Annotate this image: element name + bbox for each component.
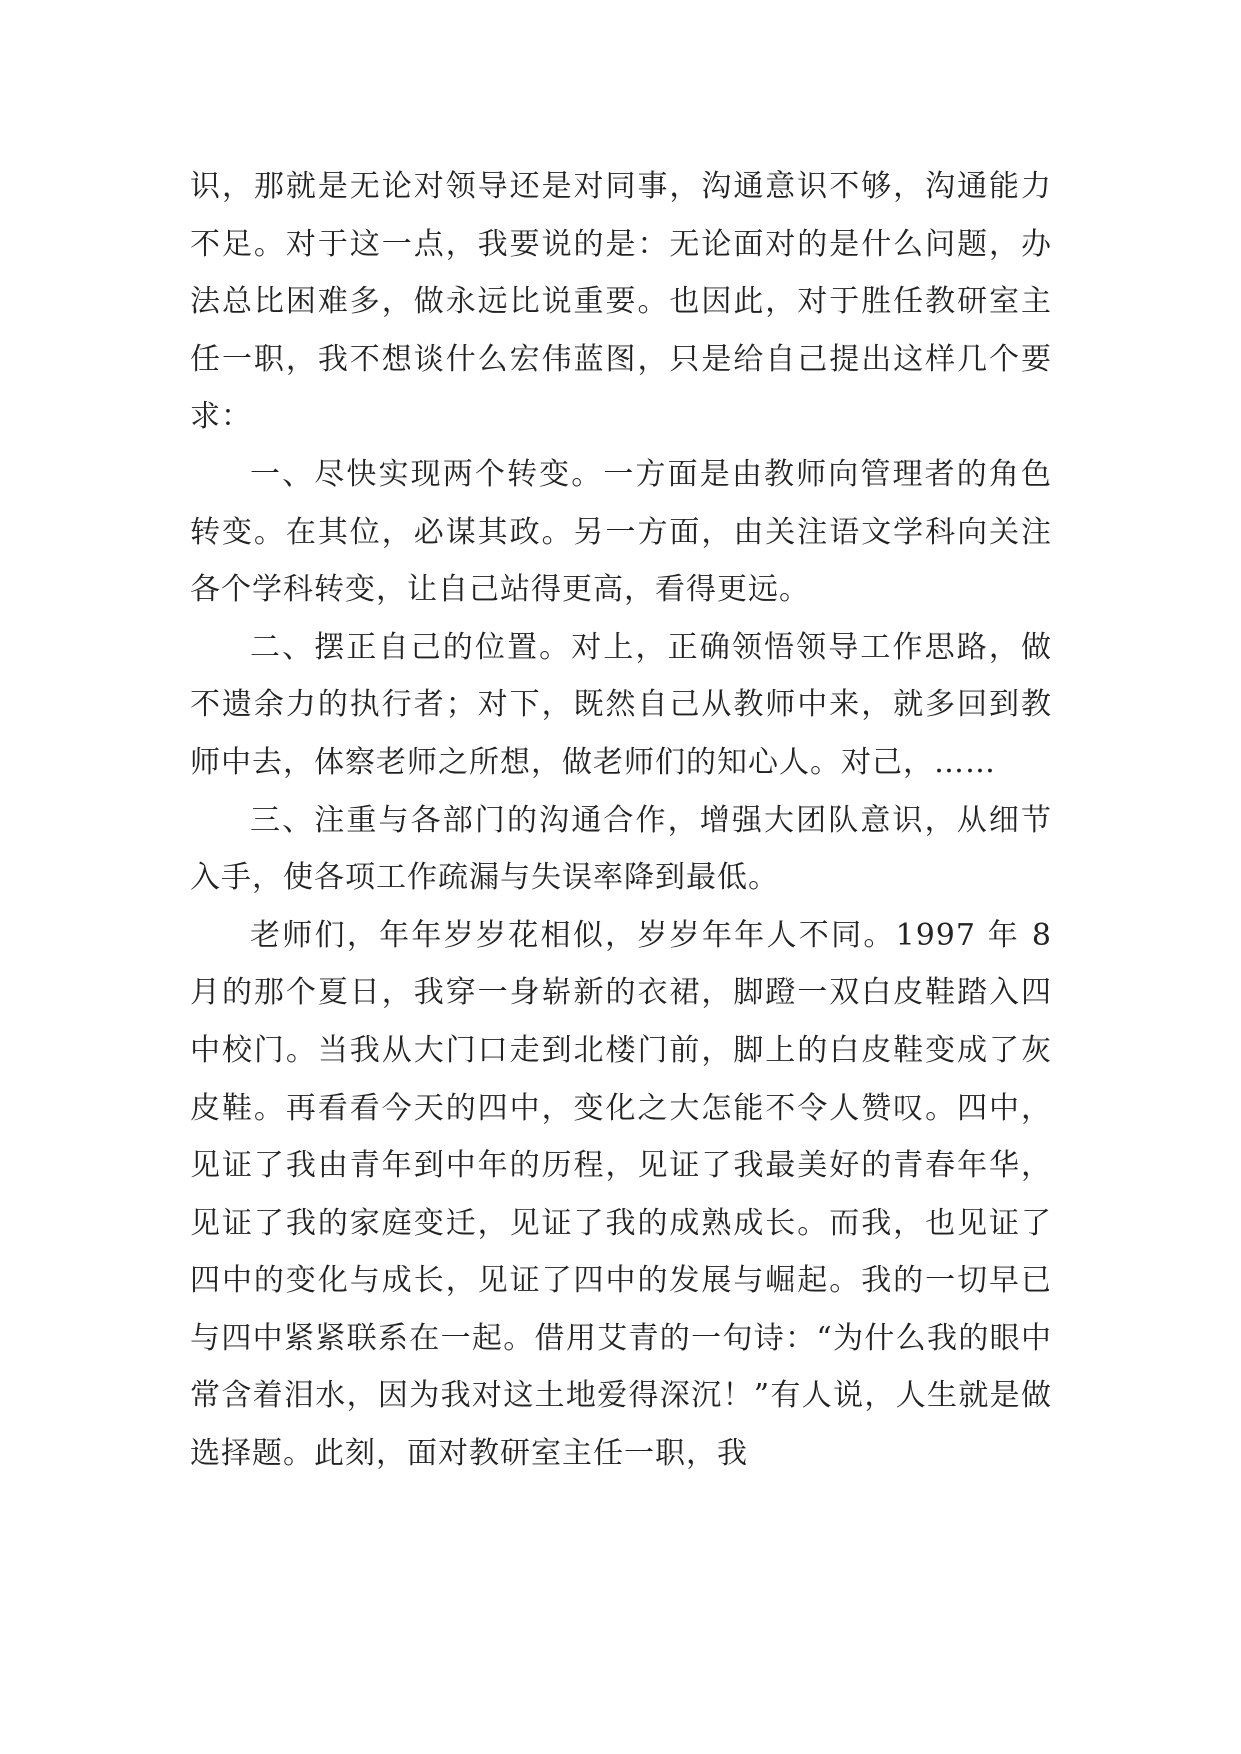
document-body [190,158,1052,1483]
paragraph-continuation: 识，那就是无论对领导还是对同事，沟通意识不够，沟通能力不足。对于这一点，我要说的是：无论面对的是什么问题，办法总比困难多，做永远比说重要。也因此，对于胜任教研室主任一职，我不想谈什么宏伟蓝图，只是给自己提出这样几个要求： [190,169,1052,435]
paragraph-reflection: 老师们，年年岁岁花相似，岁岁年年人不同。1997 年 8 月的那个夏日，我穿一身崭新的衣裙，脚蹬一双白皮鞋踏入四中校门。当我从大门口走到北楼门前，脚上的白皮鞋变成了灰皮鞋。再看看今天的四中，变化之大怎能不令人赞叹。四中，见证了我由青年到中年的历程，见证了我最美好的青春年华，见证了我的家庭变迁，见证了我的成熟成长。而我，也见证了四中的变化与成长，见证了四中的发展与崛起。我的一切早已与四中紧紧联系在一起。借用艾青的一句诗：“为什么我的眼中常含着泪水，因为我对这土地爱得深沉！”有人说，人生就是做选择题。此刻，面对教研室主任一职，我 [190,917,1052,1472]
paragraph-point-one: 一、尽快实现两个转变。一方面是由教师向管理者的角色转变。在其位，必谋其政。另一方面，由关注语文学科向关注各个学科转变，让自己站得更高，看得更远。 [190,456,1052,608]
paragraph-point-three: 三、注重与各部门的沟通合作，增强大团队意识，从细节入手，使各项工作疏漏与失误率降到最低。 [190,802,1052,896]
paragraph-point-two: 二、摆正自己的位置。对上，正确领悟领导工作思路，做不遗余力的执行者；对下，既然自己从教师中来，就多回到教师中去，体察老师之所想，做老师们的知心人。对己，…… [190,629,1052,780]
